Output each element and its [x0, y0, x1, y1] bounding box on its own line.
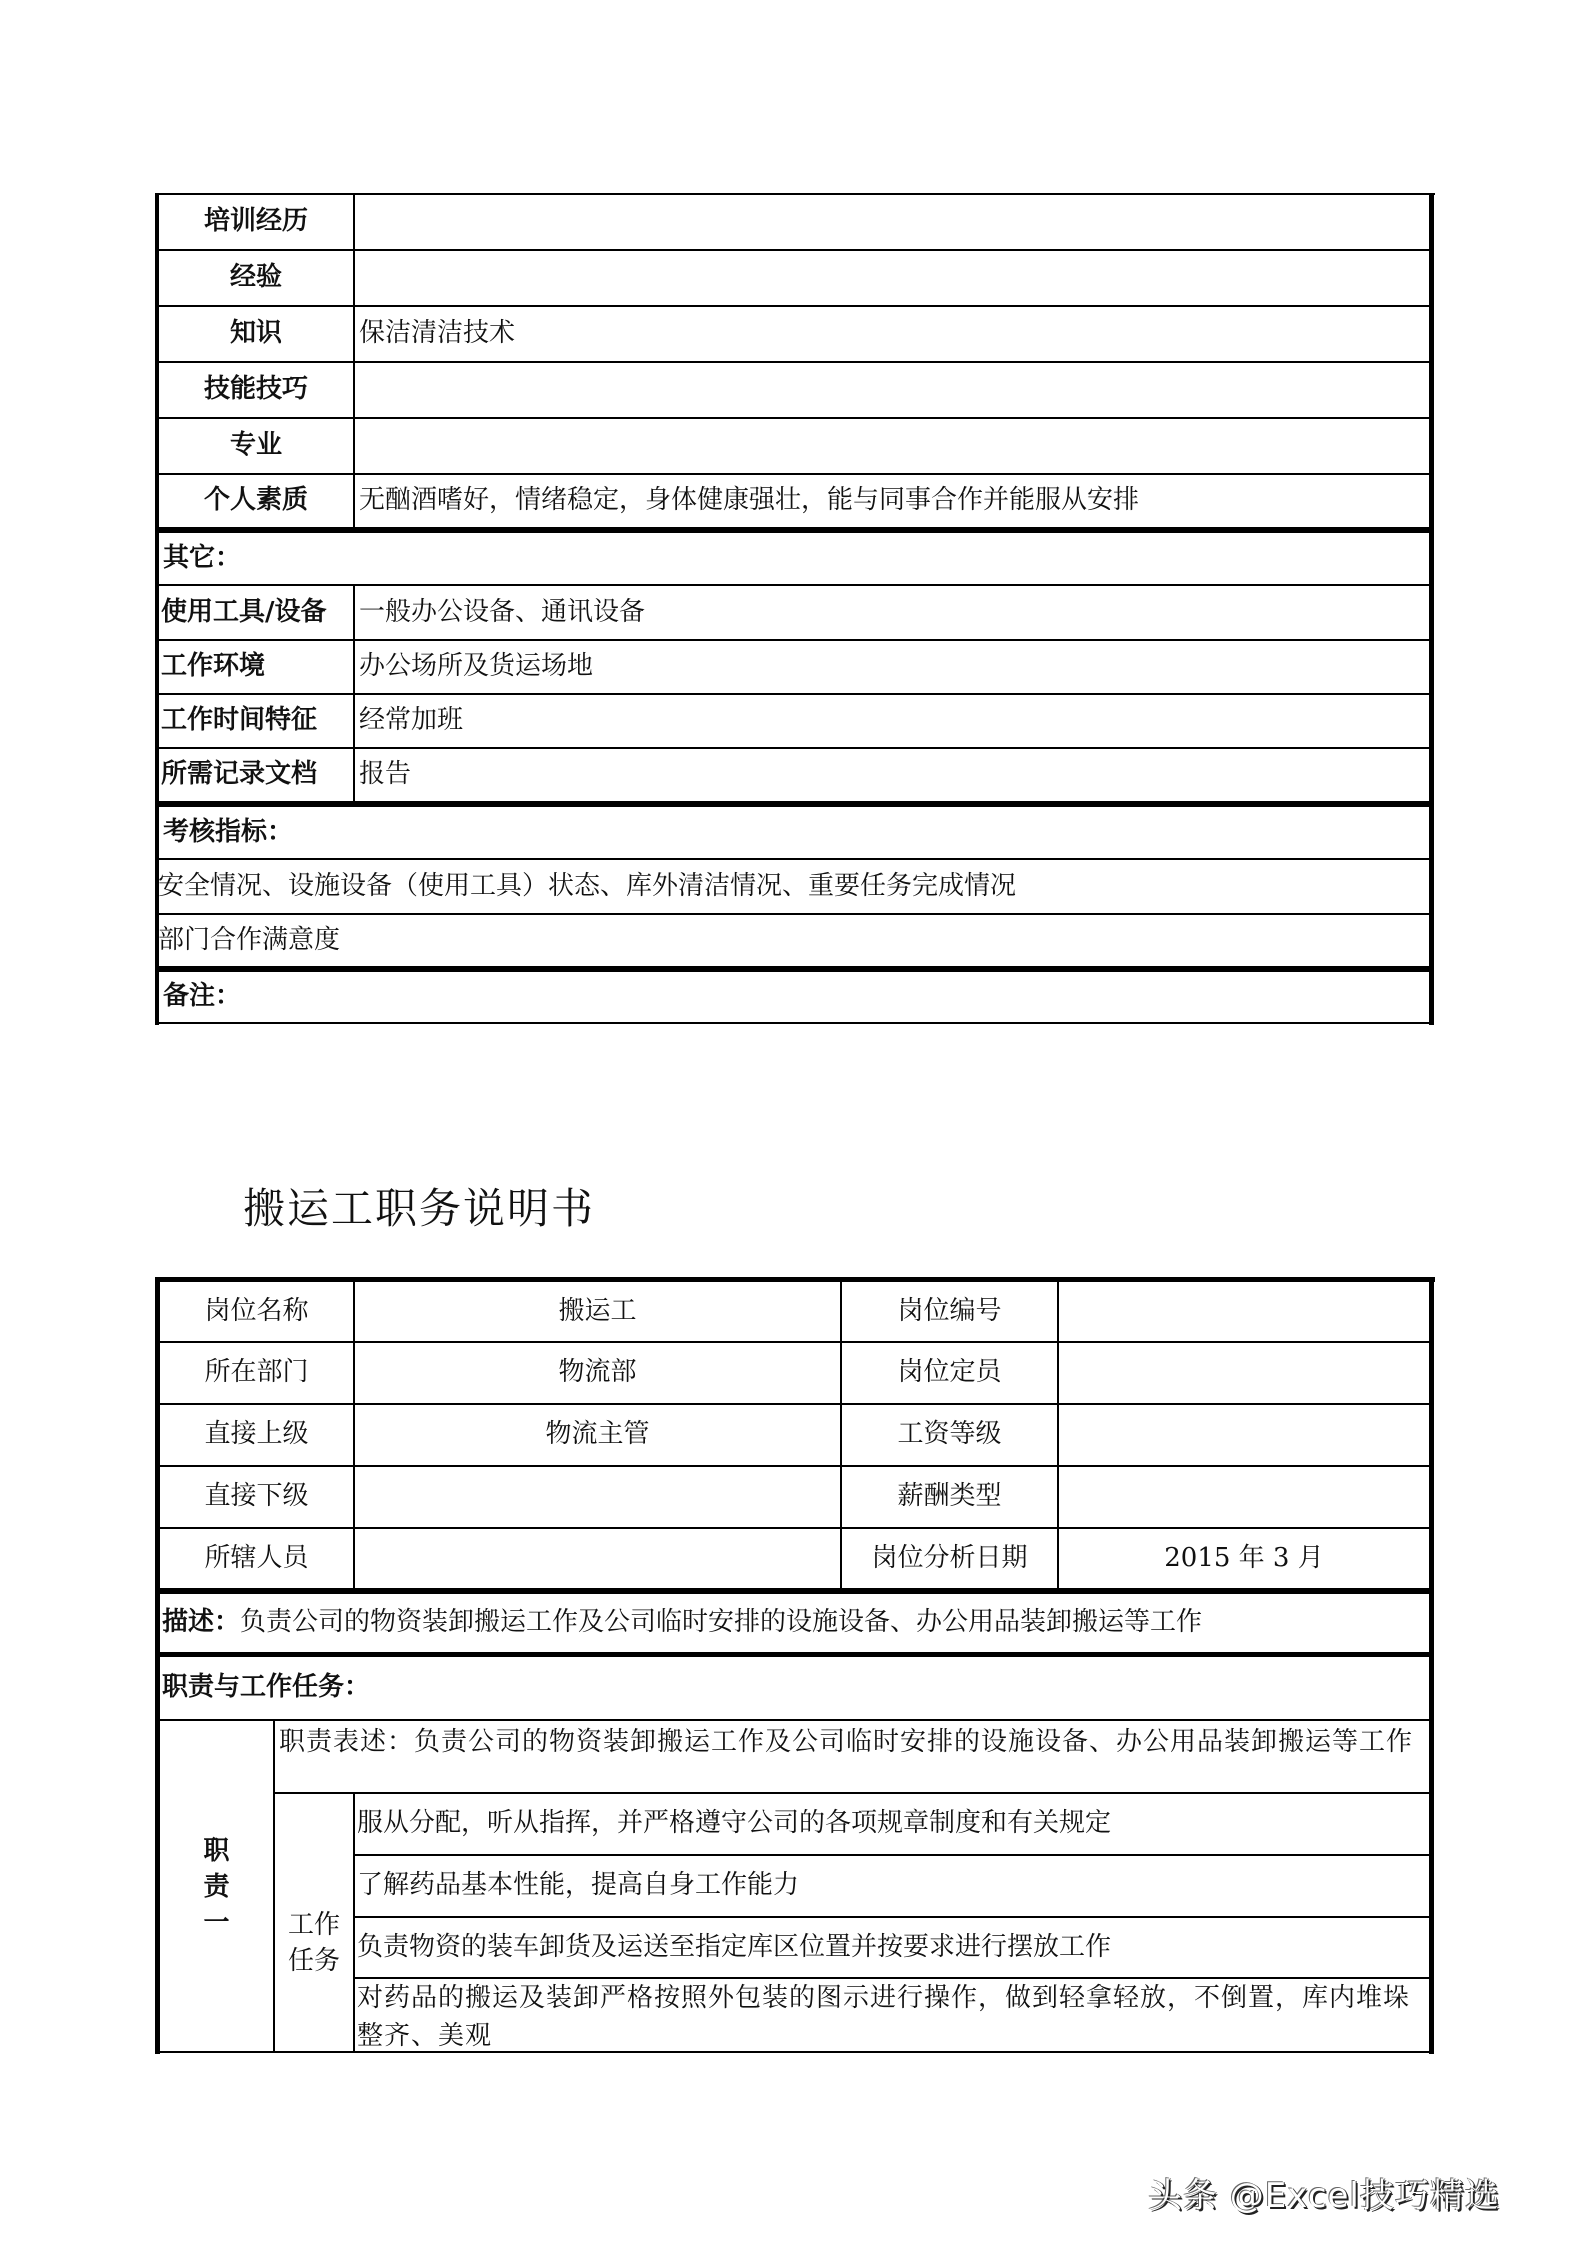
duties-header: 职责与工作任务：	[162, 1672, 371, 1703]
tasks-label	[275, 1794, 353, 2052]
remarks-header: 备注：	[163, 981, 242, 1012]
value-subordinate-staff	[355, 1529, 840, 1588]
value-direct-superior: 物流主管	[545, 1419, 650, 1450]
task-item: 服从分配，听从指挥，并严格遵守公司的各项规章制度和有关规定	[357, 1808, 1112, 1839]
watermark: 头条 @Excel技巧精选	[1148, 2176, 1500, 2216]
kpi-header: 考核指标：	[163, 817, 294, 848]
label-experience: 经验	[229, 262, 282, 293]
value-headcount	[1059, 1343, 1429, 1403]
tasks-label-line: 工作	[287, 1910, 340, 1940]
value-position-code	[1059, 1282, 1429, 1341]
description-label: 描述：	[162, 1607, 241, 1638]
value-compensation-type	[1059, 1467, 1429, 1527]
value-skills	[355, 363, 1429, 417]
value-training	[355, 195, 1429, 249]
value-position-name: 搬运工	[558, 1295, 637, 1326]
duty-name-char: 一	[203, 1907, 230, 1938]
label-records: 所需记录文档	[161, 759, 318, 790]
table2-right-border	[1429, 1277, 1434, 2054]
value-records: 报告	[359, 759, 412, 790]
table1-right-border	[1429, 193, 1434, 1025]
kpi-item: 部门合作满意度	[158, 925, 341, 956]
label-headcount: 岗位定员	[897, 1357, 1002, 1388]
label-knowledge: 知识	[229, 318, 282, 349]
value-direct-subordinate	[355, 1467, 840, 1527]
value-tools: 一般办公设备、通讯设备	[359, 596, 646, 627]
task-item: 对药品的搬运及装卸严格按照外包装的图示进行操作，做到轻拿轻放，不倒置，库内堆垛整齐、美观	[357, 1983, 1411, 2051]
duty-name-char: 责	[203, 1871, 230, 1902]
label-skills: 技能技巧	[203, 374, 308, 405]
label-environment: 工作环境	[161, 651, 266, 682]
kpi-item: 安全情况、设施设备（使用工具）状态、库外清洁情况、重要任务完成情况	[158, 870, 1017, 901]
other-header: 其它：	[163, 543, 242, 574]
value-department: 物流部	[558, 1357, 637, 1388]
label-analysis-date: 岗位分析日期	[871, 1542, 1028, 1573]
label-tools: 使用工具/设备	[161, 596, 327, 627]
label-position-code: 岗位编号	[897, 1295, 1002, 1326]
task-item: 负责物资的装车卸货及运送至指定库区位置并按要求进行摆放工作	[357, 1931, 1112, 1962]
value-salary-grade	[1059, 1405, 1429, 1465]
value-work-hours: 经常加班	[359, 705, 464, 736]
label-department: 所在部门	[204, 1357, 309, 1388]
duty-name-char: 职	[203, 1835, 230, 1866]
label-training: 培训经历	[203, 206, 308, 237]
task-item: 了解药品基本性能，提高自身工作能力	[357, 1870, 800, 1901]
label-personal-quality: 个人素质	[203, 485, 308, 516]
table2-bottom-border	[156, 2051, 1434, 2053]
label-compensation-type: 薪酬类型	[897, 1481, 1002, 1512]
label-salary-grade: 工资等级	[897, 1419, 1002, 1450]
value-analysis-date: 2015 年 3 月	[1164, 1542, 1324, 1573]
value-knowledge: 保洁清洁技术	[359, 318, 516, 349]
label-subordinate-staff: 所辖人员	[204, 1542, 309, 1573]
description-text: 负责公司的物资装卸搬运工作及公司临时安排的设施设备、办公用品装卸搬运等工作	[240, 1607, 1203, 1638]
label-direct-superior: 直接上级	[204, 1419, 309, 1450]
description-row	[160, 1594, 1429, 1652]
value-environment: 办公场所及货运场地	[359, 651, 594, 682]
document-title: 搬运工职务说明书	[243, 1184, 596, 1233]
value-personal-quality: 无酗酒嗜好，情绪稳定，身体健康强壮，能与同事合作并能服从安排	[359, 485, 1140, 516]
label-direct-subordinate: 直接下级	[204, 1481, 309, 1512]
label-work-hours: 工作时间特征	[161, 705, 318, 736]
tasks-label-line: 任务	[287, 1946, 340, 1976]
duty-name	[160, 1721, 273, 2052]
value-major	[355, 419, 1429, 473]
label-position-name: 岗位名称	[204, 1295, 309, 1326]
value-experience	[355, 251, 1429, 305]
duty-statement: 职责表述：负责公司的物资装卸搬运工作及公司临时安排的设施设备、办公用品装卸搬运等工作	[279, 1727, 1414, 1757]
label-major: 专业	[229, 430, 282, 461]
table1-bottom-border	[156, 1022, 1434, 1024]
